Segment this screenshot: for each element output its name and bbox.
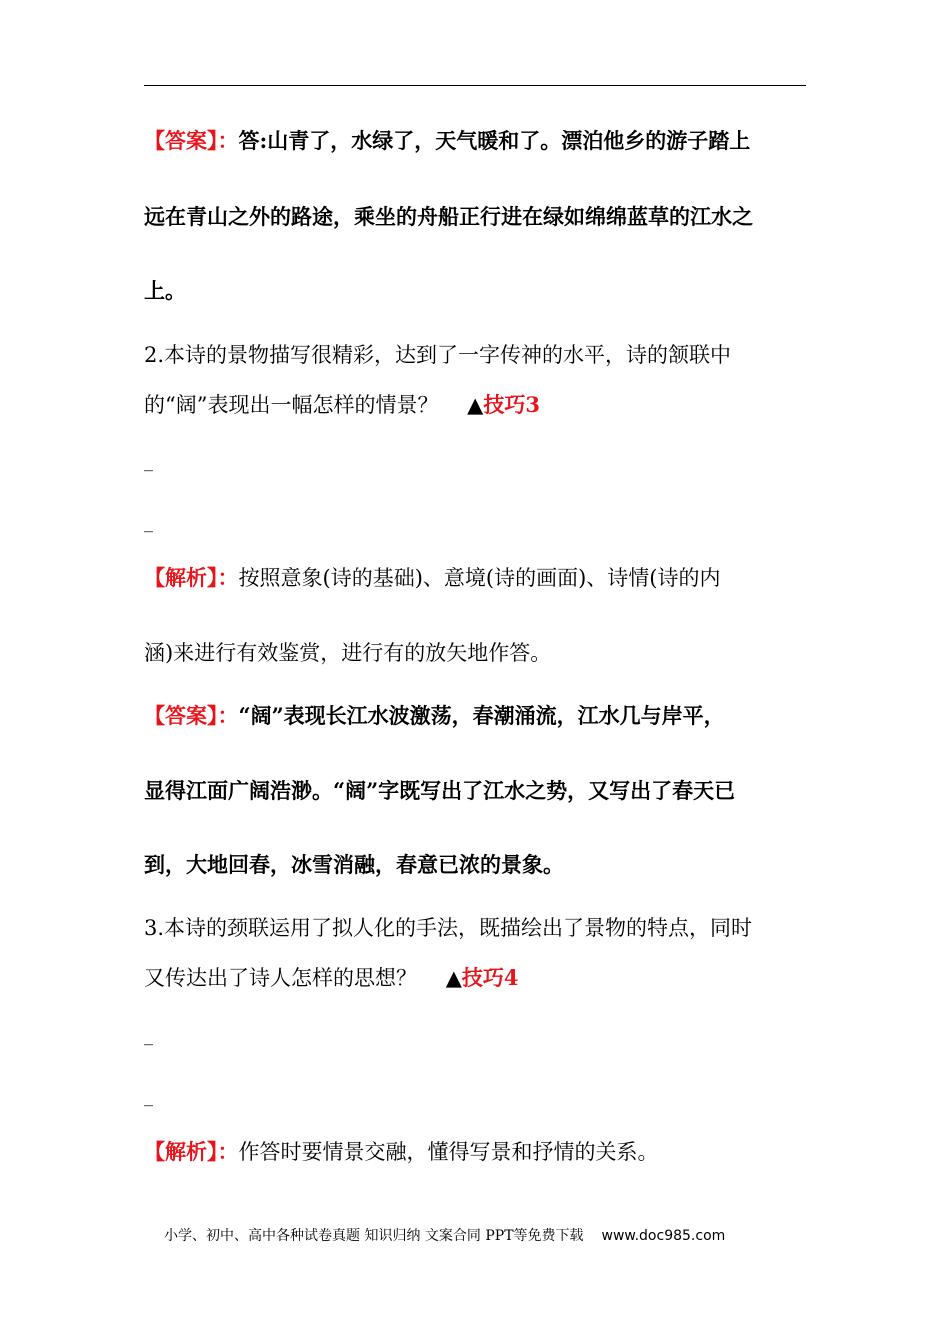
q2-question-line-2: [144, 390, 814, 420]
q3-analysis-text-1: 作答时要情景交融，懂得写景和抒情的关系。: [238, 1140, 659, 1164]
q2-answer-blank-2: _: [144, 512, 153, 533]
q2-analysis-text-1: 按照意象(诗的基础)、意境(诗的画面)、诗情(诗的内: [238, 566, 721, 590]
q1-answer-line-1: [144, 126, 814, 156]
q2-answer-line-1: [144, 701, 814, 731]
q2-answer-blank-1: _: [144, 451, 153, 472]
q2-analysis-line-2: 涵)来进行有效鉴赏，进行有的放矢地作答。: [144, 641, 552, 665]
q1-answer-text-1: 答:山青了，水绿了，天气暖和了。漂泊他乡的游子踏上: [238, 128, 751, 153]
header-rule: [144, 85, 806, 86]
analysis-label: 【解析】：: [144, 1139, 239, 1164]
q2-question-text-2: 的“阔”表现出一幅怎样的情景？: [144, 393, 439, 417]
q2-answer-line-2: 显得江面广阔浩渺。“阔”字既写出了江水之势，又写出了春天已: [144, 778, 736, 803]
q1-answer-line-2: 远在青山之外的路途，乘坐的舟船正行进在绿如绵绵蓝草的江水之: [144, 204, 753, 229]
q3-analysis-line-1: [144, 1137, 814, 1167]
q3-question-text-2: 又传达出了诗人怎样的思想？: [144, 966, 417, 990]
page-footer: [164, 1225, 804, 1247]
q2-question-line-1: 2.本诗的景物描写很精彩，达到了一字传神的水平，诗的颔联中: [144, 343, 732, 367]
footer-text: 小学、初中、高中各种试卷真题 知识归纳 文案合同 PPT等免费下载: [164, 1228, 584, 1244]
answer-label: 【答案】：: [144, 703, 239, 728]
answer-label: 【答案】：: [144, 128, 239, 153]
q3-answer-blank-1: _: [144, 1025, 153, 1046]
triangle-icon: ▲: [445, 966, 462, 990]
q2-analysis-line-1: [144, 563, 814, 593]
footer-url[interactable]: www.doc985.com: [601, 1228, 726, 1244]
q1-answer-line-3: 上。: [144, 278, 186, 303]
q2-answer-text-1: “阔”表现长江水波激荡，春潮涌流，江水几与岸平，: [238, 703, 725, 728]
analysis-label: 【解析】：: [144, 565, 239, 590]
q3-question-line-1: 3.本诗的颈联运用了拟人化的手法，既描绘出了景物的特点，同时: [144, 916, 753, 940]
q2-tip: 技巧3: [483, 392, 540, 417]
q2-answer-line-3: 到，大地回春，冰雪消融，春意已浓的景象。: [144, 852, 564, 877]
q3-answer-blank-2: _: [144, 1086, 153, 1107]
q3-tip: 技巧4: [461, 965, 519, 990]
triangle-icon: ▲: [467, 393, 484, 417]
q3-question-line-2: [144, 963, 814, 993]
